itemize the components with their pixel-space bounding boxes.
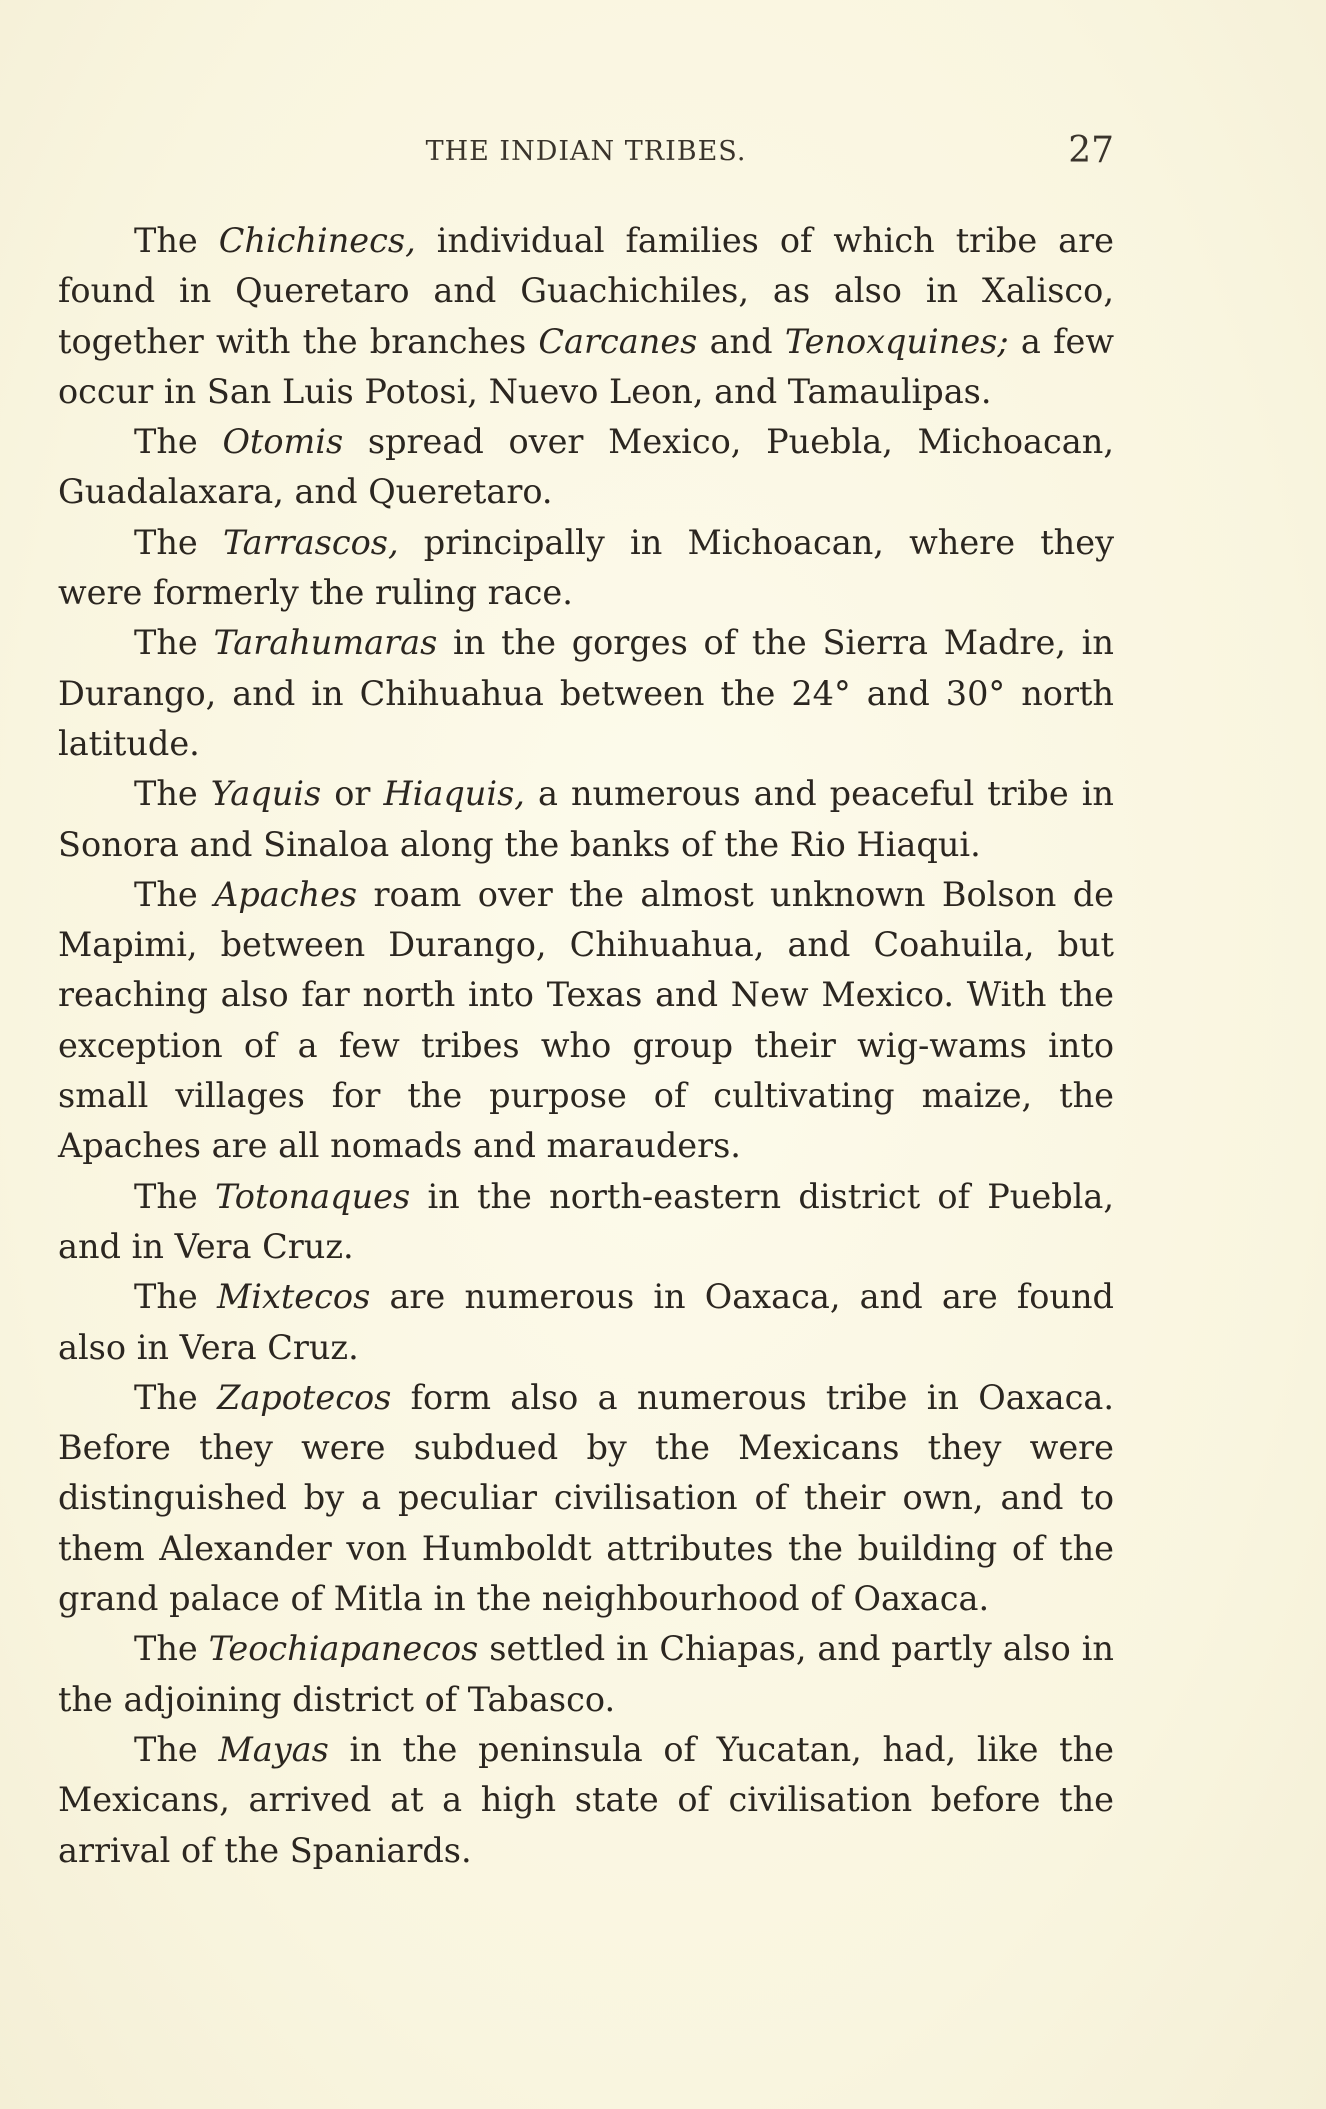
tribe-name: Chichinecs,: [218, 221, 416, 260]
tribe-name: Yaquis: [210, 774, 322, 814]
paragraph-otomis: The Otomis spread over Mexico, Puebla, Michoacan, Guadalaxara, and Queretaro.: [58, 422, 1114, 512]
body-text: [58, 216, 1114, 1876]
tribe-name: Zapotecos: [217, 1377, 392, 1417]
paragraph-tarrascos: The Tarrascos, principally in Michoacan, where they were formerly the ruling race.: [58, 522, 1114, 613]
tribe-name: Totonaques: [215, 1176, 411, 1216]
page-number: 27: [1068, 130, 1114, 171]
paragraph-tarahumaras: The Tarahumaras in the gorges of the Sierra Madre, in Durango, and in Chihuahua between the 24° and 30° north latitude.: [58, 623, 1114, 763]
paragraph-totonaques: The Totonaques in the north-eastern district of Puebla, and in Vera Cruz.: [58, 1176, 1114, 1266]
paragraph-teochiapanecos: The Teochiapanecos settled in Chiapas, and partly also in the adjoining district of Tabasco.: [58, 1629, 1114, 1719]
tribe-name: Mayas: [218, 1729, 329, 1769]
page-header: [58, 130, 1114, 176]
paragraph-chichinecs: The Chichinecs, individual families of which tribe are found in Queretaro and Guachichiles, as also in Xalisco, together with the branches Carcanes and Tenoxquines; a few occur in San Luis Potosi, Nuevo Leon, and Tamaulipas.: [58, 221, 1115, 411]
paragraph-apaches: The Apaches roam over the almost unknown Bolson de Mapimi, between Durango, Chihuahua, and Coahuila, but reaching also far north into Texas and New Mexico. With the exception of a few tribes who group their wig-wams into small villages for the purpose of cultivating maize, the Apaches are all nomads and marauders.: [58, 874, 1114, 1166]
tribe-name: Otomis: [222, 422, 344, 462]
paragraph-mayas: The Mayas in the peninsula of Yucatan, had, like the Mexicans, arrived at a high state of civilisation before the arrival of the Spaniards.: [58, 1729, 1114, 1870]
paragraph-zapotecos: The Zapotecos form also a numerous tribe in Oaxaca. Before they were subdued by the Mexicans they were distinguished by a peculiar civilisation of their own, and to them Alexander von Humboldt attributes the building of the grand palace of Mitla in the neighbourhood of Oaxaca.: [58, 1377, 1114, 1619]
tribe-name: Teochiapanecos: [208, 1629, 479, 1669]
tribe-name: Carcanes: [538, 321, 698, 361]
paragraph-yaquis: The Yaquis or Hiaquis, a numerous and peaceful tribe in Sonora and Sinaloa along the banks of the Rio Hiaqui.: [58, 774, 1114, 864]
running-title: THE INDIAN TRIBES.: [425, 136, 747, 167]
tribe-name: Mixtecos: [216, 1277, 371, 1317]
tribe-name: Tenoxquines;: [784, 321, 1009, 361]
tribe-name: Hiaquis,: [383, 774, 525, 814]
tribe-name: Tarahumaras: [213, 623, 438, 663]
tribe-name: Apaches: [214, 874, 358, 914]
tribe-name: Tarrascos,: [222, 522, 399, 562]
paragraph-mixtecos: The Mixtecos are numerous in Oaxaca, and are found also in Vera Cruz.: [58, 1277, 1114, 1367]
